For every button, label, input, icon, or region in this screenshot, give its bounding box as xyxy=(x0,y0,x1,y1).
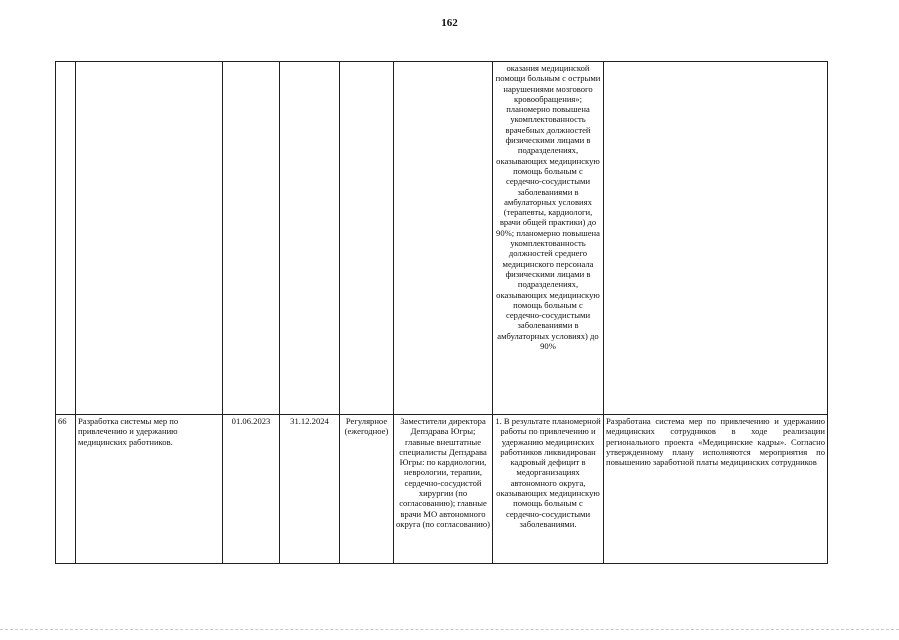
table-row-continued xyxy=(56,62,828,415)
cell-periodicity: Регулярное (ежегодное) xyxy=(340,415,394,564)
cell-report xyxy=(604,62,828,415)
cell-number: 66 xyxy=(56,415,76,564)
page-number: 162 xyxy=(441,17,458,29)
cell-end-date xyxy=(280,62,340,415)
cell-result: оказания медицинской помощи больным с острыми нарушениями мозгового кровообращения»; планомерно повышена укомплектованность врачебных должностей физическими лицами в подразделениях, оказывающих медицинскую помощь больным с сердечно-сосудистыми заболеваниями в амбулаторных условиях (терапевты, кардиологи, врачи общей практики) до 90%; планомерно повышена укомплектованность должностей среднего медицинского персонала физическими лицами в подразделениях, оказывающих медицинскую помощь больным с сердечно-сосудистыми заболеваниями в амбулаторных условиях) до 90% xyxy=(493,62,604,415)
scan-artifact-line xyxy=(0,629,899,630)
cell-measure xyxy=(76,62,223,415)
cell-measure: Разработка системы мер по привлечению и удержанию медицинских работников. xyxy=(76,415,223,564)
cell-number xyxy=(56,62,76,415)
cell-start-date xyxy=(223,62,280,415)
cell-report: Разработана система мер по привлечению и удержанию медицинских сотрудников в ходе реализации регионального проекта «Медицинские кадры». Согласно утвержденному плану исполняются мероприятия по повышению заработной платы медицинских сотрудников xyxy=(604,415,828,564)
cell-end-date: 31.12.2024 xyxy=(280,415,340,564)
cell-periodicity xyxy=(340,62,394,415)
measures-table xyxy=(55,61,828,564)
cell-start-date: 01.06.2023 xyxy=(223,415,280,564)
cell-responsible: Заместители директора Депздрава Югры; главные внештатные специалисты Депздрава Югры: по кардиологии, неврологии, терапии, сердечно-сосудистой хирургии (по согласованию); главные врачи МО автономного округа (по согласованию) xyxy=(394,415,493,564)
cell-result: 1. В результате планомерной работы по привлечению и удержанию медицинских работников ликвидирован кадровый дефицит в медорганизациях автономного округа, оказывающих медицинскую помощь больным с сердечно-сосудистыми заболеваниями. xyxy=(493,415,604,564)
cell-responsible xyxy=(394,62,493,415)
table-row xyxy=(56,415,828,564)
